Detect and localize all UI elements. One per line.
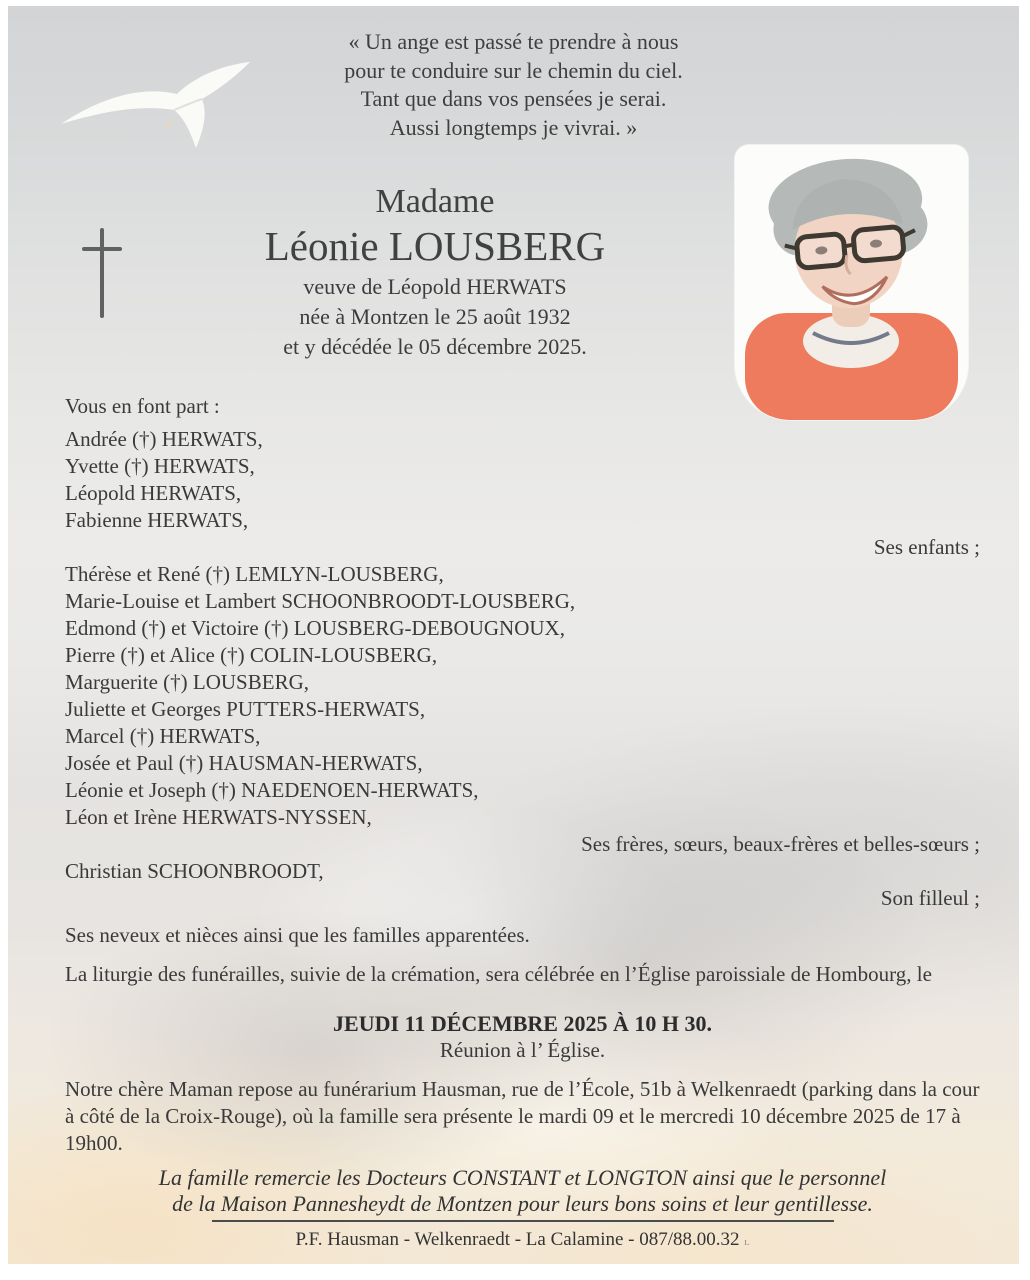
thanks-line-1: La famille remercie les Docteurs CONSTANT et LONGTON ainsi que le personnel — [158, 1165, 887, 1190]
liturgy-line: La liturgie des funérailles, suivie de la crémation, sera célébrée en l’Église paroissiale de Hombourg, le — [65, 962, 932, 986]
family-name-line: Marcel (†) HERWATS, — [65, 724, 261, 748]
family-name-line: Andrée (†) HERWATS, — [65, 427, 263, 451]
family-name-line: Marguerite (†) LOUSBERG, — [65, 670, 309, 694]
siblings-list — [65, 561, 980, 831]
family-name-line: Thérèse et René (†) LEMLYN-LOUSBERG, — [65, 562, 444, 586]
family-name-line: Léonie et Joseph (†) NAEDENOEN-HERWATS, — [65, 778, 479, 802]
siblings-label: Ses frères, sœurs, beaux-frères et belles-sœurs ; — [581, 832, 980, 856]
family-name-line: Marie-Louise et Lambert SCHOONBROODT-LOUSBERG, — [65, 589, 576, 613]
family-name-line: Pierre (†) et Alice (†) COLIN-LOUSBERG, — [65, 643, 438, 667]
quote-line: Tant que dans vos pensées je serai. — [360, 86, 667, 111]
subtitle-death-line: et y décédée le 05 décembre 2025. — [283, 334, 587, 359]
family-name-line: Léon et Irène HERWATS-NYSSEN, — [65, 805, 372, 829]
family-name-line: Edmond (†) et Victoire (†) LOUSBERG-DEBOUGNOUX, — [65, 616, 565, 640]
thanks-line-2: de la Maison Pannesheydt de Montzen pour leurs bons soins et leur gentillesse. — [172, 1191, 873, 1216]
family-name-line: Juliette et Georges PUTTERS-HERWATS, — [65, 697, 426, 721]
thanks-divider — [212, 1220, 834, 1222]
subtitle-birth-line: née à Montzen le 25 août 1932 — [299, 304, 571, 329]
quote-line: « Un ange est passé te prendre à nous — [348, 29, 679, 54]
intro-line: Vous en font part : — [65, 394, 220, 418]
children-list — [65, 426, 980, 534]
scan-artifact-mark: ı. — [744, 1237, 750, 1248]
subtitle-widow-line: veuve de Léopold HERWATS — [303, 274, 567, 299]
thanks-block — [65, 1165, 980, 1256]
portrait-photo — [735, 145, 968, 420]
children-label: Ses enfants ; — [873, 535, 980, 559]
family-name-line: Josée et Paul (†) HAUSMAN-HERWATS, — [65, 751, 423, 775]
ceremony-meeting: Réunion à l’ Église. — [439, 1038, 606, 1062]
dove-icon — [53, 58, 258, 183]
title-prefix: Madame — [375, 183, 495, 220]
visitation-paragraph: Notre chère Maman repose au funérarium Hausman, rue de l’École, 51b à Welkenraedt (parking dans la cour à côté de la Croix-Rouge), où la famille sera présente le mardi 09 et le mercredi 10 décembre 2025 de 17 à 19h00. — [65, 1077, 980, 1155]
family-name-line: Fabienne HERWATS, — [65, 508, 249, 532]
godson-name: Christian SCHOONBROODT, — [65, 859, 324, 883]
funeral-home-text: P.F. Hausman - Welkenraedt - La Calamine - 087/88.00.32 — [295, 1229, 740, 1250]
family-name-line: Yvette (†) HERWATS, — [65, 454, 255, 478]
godson-label: Son filleul ; — [880, 886, 980, 910]
portrait-illustration — [735, 145, 968, 420]
memorial-card-background — [8, 6, 1019, 1264]
announcement-body — [65, 393, 980, 1256]
quote-line: pour te conduire sur le chemin du ciel. — [344, 57, 683, 83]
ceremony-date: JEUDI 11 DÉCEMBRE 2025 À 10 H 30. — [333, 1011, 712, 1036]
funeral-home-line — [65, 1226, 980, 1256]
quote-line: Aussi longtemps je vivrai. » — [389, 114, 638, 140]
relatives-line: Ses neveux et nièces ainsi que les familles apparentées. — [65, 923, 530, 947]
title-block — [65, 182, 805, 360]
deceased-name: Léonie LOUSBERG — [264, 223, 606, 269]
family-name-line: Léopold HERWATS, — [65, 481, 242, 505]
